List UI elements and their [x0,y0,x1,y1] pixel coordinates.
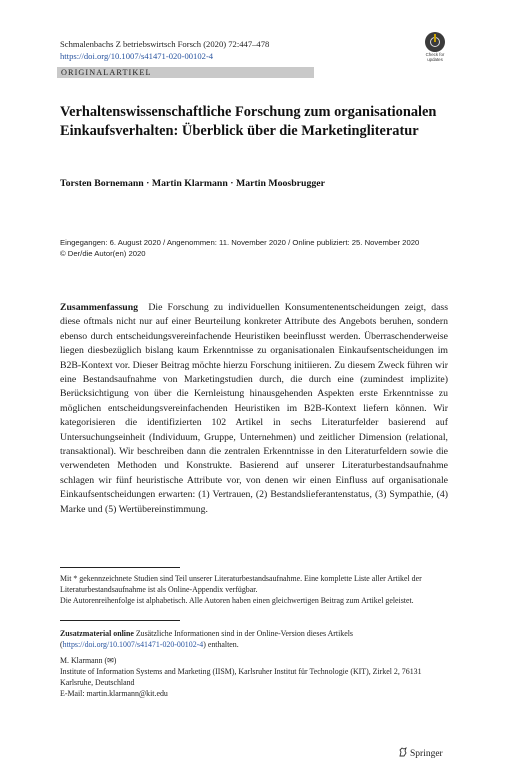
publisher-name: Springer [410,749,443,759]
footnote-1: Mit * gekennzeichnete Studien sind Teil unserer Literaturbestandsaufnahme. Eine komplette Liste aller Artikel der Literaturbestandsaufnahme ist als Online-Appendix verfügbar. [60,574,422,594]
copyright-line: © Der/die Autor(en) 2020 [60,249,146,258]
author-list: Torsten Bornemann · Martin Klarmann · Martin Moosbrugger [60,178,325,189]
footnote-2: Die Autorenreihenfolge ist alphabetisch. Alle Autoren haben einen gleichwertigen Beitrag zum Artikel geleistet. [60,596,414,605]
journal-header [60,38,269,62]
corresponding-author: M. Klarmann (✉) [60,656,117,665]
supplementary-material-note [60,628,450,650]
publisher-logo [398,747,443,760]
crossmark-label: Check for updates [425,52,445,62]
author-affiliation: Institute of Information Systems and Marketing (IISM), Karlsruher Institut für Technologie (KIT), Zirkel 2, 76131 Karlsruhe, Deutschland [60,667,422,687]
crossmark-icon [425,32,445,52]
footnote-divider [60,567,180,568]
doi-link[interactable]: https://doi.org/10.1007/s41471-020-00102-4 [60,51,214,61]
author-email[interactable]: E-Mail: martin.klarmann@kit.edu [60,689,168,698]
journal-citation: Schmalenbachs Z betriebswirtsch Forsch (2020) 72:447–478 [60,39,270,49]
supplement-doi-link[interactable]: https://doi.org/10.1007/s41471-020-00102-4 [62,640,204,649]
supplement-divider [60,620,180,621]
springer-horse-icon [398,747,408,757]
supplement-label: Zusatzmaterial online [60,629,134,638]
article-type-banner [57,67,314,78]
supplement-text: Zusätzliche Informationen sind in der Online-Version dieses Artikels ( [60,629,354,649]
correspondence-block [60,655,450,699]
article-type-label: ORIGINALARTIKEL [61,68,152,77]
check-for-updates-badge[interactable] [420,32,450,64]
supplement-suffix: ) enthalten. [203,640,239,649]
abstract-label: Zusammenfassung [60,302,139,313]
footnotes [60,573,450,606]
abstract-text: Die Forschung zu individuellen Konsumentenentscheidungen zeigt, dass diese oftmals nicht nur auf einer Beurteilung konkreter Attribute des Angebots beruhen, sondern ebenso durch entscheidungsvereinfachende Heuristiken beeinflusst werden. Überraschenderweise liegen diesbezüglich bislang kaum Erkenntnisse zu organisationalen Einkaufsentscheidungen im B2B-Kontext vor. Dieser Beitrag möchte hierzu Forschung initiieren. Zu diesem Zweck führen wir eine Bestandsaufnahme von Marketingstudien durch, die durch eine (zumindest implizite) Berücksichtigung von über die Kernleistung hinausgehenden Aspekten erste Erkenntnisse zu möglichen entscheidungsvereinfachenden Heuristiken im B2B-Kontext liefern können. Wir kategorisieren die identifizierten 102 Artikel in sechs Literaturfelder basierend auf Untersuchungseinheit (Individuum, Gruppe, Unternehmen) und zeitlicher Dimension (relational, transaktional). Wir beschreiben dann die zentralen Erkenntnisse in den Literaturfeldern sowie die verwendeten Methoden und Konstrukte. Basierend auf unserer Literaturbestandsaufnahme schlagen wir fünf heuristische Attribute vor, von denen wir einen Einfluss auf organisationale Einkaufsentscheidungen erwarten: (1) Vertrauen, (2) Bestandslieferantenstatus, (3) Sympathie, (4) Marke und (5) Wertübereinstimmung. [60,302,448,515]
publication-history [60,237,452,259]
abstract [60,301,448,517]
article-title: Verhaltenswissenschaftliche Forschung zum organisationalen Einkaufsverhalten: Überblick über die Marketingliteratur [60,104,437,139]
received-dates: Eingegangen: 6. August 2020 / Angenommen: 11. November 2020 / Online publiziert: 25. November 2020 [60,238,420,247]
